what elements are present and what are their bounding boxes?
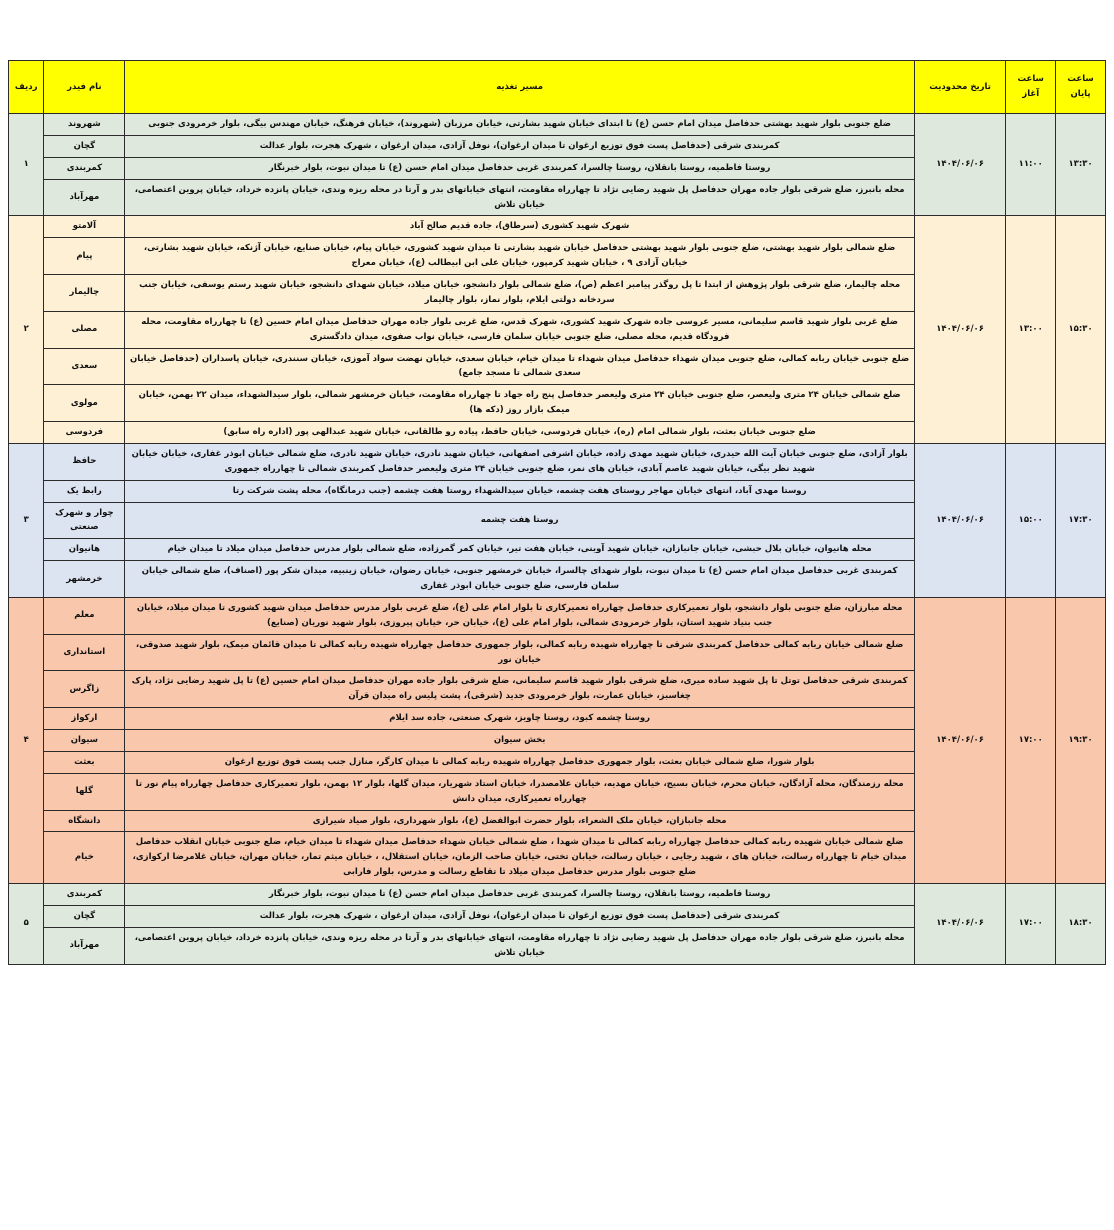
row-number-cell: ۵ xyxy=(9,884,44,965)
route-cell: کمربندی غربی حدفاصل میدان امام حسن (ع) تا میدان نبوت، بلوار شهدای چالسرا، خیابان خرمشهر جنوبی، خیابان رضوان، خیابان زینبیه، میدان شکر پور (اصناف)، ضلع شمالی خیابان سلمان فارسی، ضلع جنوبی خیابان ابوذر غفاری xyxy=(125,561,915,598)
feeder-name-cell: چالیمار xyxy=(44,275,125,312)
feeder-name-cell: کمربندی xyxy=(44,157,125,179)
feeder-name-cell: گچان xyxy=(44,905,125,927)
route-cell: ضلع جنوبی خیابان ربابه کمالی، ضلع جنوبی میدان شهداء حدفاصل میدان شهداء تا میدان خیام، خیابان سعدی، خیابان نهضت سواد آموزی، خیابان سنندری، خیابان پاسداران (حدفاصل خیابان سعدی شمالی تا مسجد جامع) xyxy=(125,348,915,385)
feeder-name-cell: فردوسی xyxy=(44,422,125,444)
route-cell: ضلع شمالی بلوار شهید بهشتی، ضلع جنوبی بلوار شهید بهشتی حدفاصل خیابان شهید بشارتی تا میدان شهید کشوری، خیابان پیام، خیابان صنایع، خیابان آژنکه، خیابان شهید بشارتی، خیابان آزادی ۹ ، خیابان شهید کرمپور، خیابان علی ابن ابیطالب (ع)، خیابان معراج xyxy=(125,238,915,275)
feeder-name-cell: گچان xyxy=(44,135,125,157)
column-header-date: تاریخ محدودیت xyxy=(914,61,1005,114)
feeder-name-cell: بعثت xyxy=(44,751,125,773)
feeder-name-cell: شهروند xyxy=(44,114,125,136)
restriction-date-cell: ۱۴۰۴/۰۶/۰۶ xyxy=(914,114,1005,216)
row-number-cell: ۲ xyxy=(9,216,44,444)
row-number-cell: ۴ xyxy=(9,597,44,883)
row-number-cell: ۳ xyxy=(9,443,44,597)
feeder-name-cell: ارکواز xyxy=(44,708,125,730)
table-row xyxy=(9,216,1106,238)
route-cell: ضلع جنوبی بلوار شهید بهشتی حدفاصل میدان امام حسن (ع) تا ابتدای خیابان شهید بشارتی، خیابان مرزبان (شهروند)، خیابان فرهنگ، خیابان مهندس بیگی، بلوار خرمرودی جنوبی xyxy=(125,114,915,136)
route-cell: ضلع شمالی خیابان ۲۴ متری ولیعصر، ضلع جنوبی خیابان ۲۴ متری ولیعصر حدفاصل پنج راه جهاد تا چهارراه مقاومت، خیابان خرمشهر شمالی، بلوار سیدالشهداء، میدان ۲۲ بهمن، خیابان میمک بازار روز (دکه ها) xyxy=(125,385,915,422)
feeder-name-cell: معلم xyxy=(44,597,125,634)
route-cell: بلوار شورا، ضلع شمالی خیابان بعثت، بلوار جمهوری حدفاصل چهارراه شهیده ربابه کمالی تا میدان کارگر، منازل جنب پست فوق توزیع ارغوان xyxy=(125,751,915,773)
column-header-feeder: نام فیدر xyxy=(44,61,125,114)
feeder-name-cell: پیام xyxy=(44,238,125,275)
feeder-name-cell: آلامتو xyxy=(44,216,125,238)
table-row xyxy=(9,597,1106,634)
route-cell: ضلع غربی بلوار شهید قاسم سلیمانی، مسیر عروسی جاده شهرک شهید کشوری، شهرک قدس، ضلع غربی بلوار جاده مهران حدفاصل میدان امام حسین (ع) تا چهارراه مقاومت، محله فرودگاه قدیم، محله مصلی، ضلع جنوبی خیابان سلمان فارسی، خیابان نواب صفوی، میدان دادگستری xyxy=(125,311,915,348)
route-cell: کمربندی شرقی حدفاصل توتل تا پل شهید ساده میری، ضلع شرقی بلوار شهید قاسم سلیمانی، ضلع شرقی بلوار جاده مهران حدفاصل میدان امام حسین (ع) تا پل شهید رضایی نژاد، پارک چغاسبز، خیابان عمارت، بلوار خرمرودی جدید (شرقی)، پشت پلیس راه میدان قرآن xyxy=(125,671,915,708)
table-row xyxy=(9,884,1106,906)
route-cell: بخش سیوان xyxy=(125,730,915,752)
end-time-label-line2: پایان xyxy=(1070,89,1091,99)
end-time-cell: ۱۹:۳۰ xyxy=(1056,597,1106,883)
table-body xyxy=(9,114,1106,965)
feeder-name-cell: سعدی xyxy=(44,348,125,385)
column-header-radif: ردیف xyxy=(9,61,44,114)
start-time-label-line1: ساعت xyxy=(1017,74,1044,85)
route-cell: روستا فاطمیه، روستا بانقلان، روستا چالسرا، کمربندی غربی حدفاصل میدان امام حسن (ع) تا میدان نبوت، بلوار خبرنگار xyxy=(125,884,915,906)
end-time-cell: ۱۳:۳۰ xyxy=(1056,114,1106,216)
feeder-name-cell: سیوان xyxy=(44,730,125,752)
end-time-cell: ۱۵:۳۰ xyxy=(1056,216,1106,444)
restriction-date-cell: ۱۴۰۴/۰۶/۰۶ xyxy=(914,597,1005,883)
route-cell: روستا هفت چشمه xyxy=(125,502,915,539)
feeder-name-cell: خیام xyxy=(44,832,125,884)
feeder-name-cell: چوار و شهرک صنعتی xyxy=(44,502,125,539)
route-cell: محله بانبرز، ضلع شرقی بلوار جاده مهران حدفاصل پل شهید رضایی نژاد تا چهارراه مقاومت، انتهای خیاباتهای بدر و آرتا در محله ریزه وندی، خیابان پانزده خرداد، خیابان پروین اعتصامی، خیابان تلاش xyxy=(125,927,915,964)
start-time-cell: ۱۷:۰۰ xyxy=(1006,884,1056,965)
feeder-name-cell: مهرآباد xyxy=(44,927,125,964)
feeder-name-cell: خرمشهر xyxy=(44,561,125,598)
route-cell: محله هانیوان، خیابان بلال حبشی، خیابان جانبازان، خیابان شهید آوینی، خیابان هفت تیر، خیابان کمر گمرزاده، ضلع شمالی بلوار مدرس حدفاصل میدان میلاد تا میدان خیام xyxy=(125,539,915,561)
start-time-cell: ۱۱:۰۰ xyxy=(1006,114,1056,216)
route-cell: روستا مهدی آباد، انتهای خیابان مهاجر روستای هفت چشمه، خیابان سیدالشهداء روستا هفت چشمه (جنب درمانگاه)، محله پشت شرکت رتا xyxy=(125,480,915,502)
route-cell: کمربندی شرقی (حدفاصل پست فوق توزیع ارغوان تا میدان ارغوان)، نوفل آزادی، میدان ارغوان ، شهرک هجرت، بلوار عدالت xyxy=(125,905,915,927)
feeder-name-cell: هانیوان xyxy=(44,539,125,561)
outage-schedule-table xyxy=(8,60,1106,965)
route-cell: روستا فاطمیه، روستا بانقلان، روستا چالسرا، کمربندی غربی حدفاصل میدان امام حسن (ع) تا میدان نبوت، بلوار خبرنگار xyxy=(125,157,915,179)
route-cell: ضلع شمالی خیابان شهیده ربابه کمالی حدفاصل چهارراه ربابه کمالی تا میدان شهدا ، ضلع شمالی خیابان شهداء حدفاصل میدان شهداء تا میدان خیام، ضلع جنوبی خیابان انقلاب حدفاصل میدان خیام تا چهارراه رسالت، خیابان های ، شهید رجایی ، خیابان رسالت، خیابان تختی، خیابان صاحب الزمان، خیابان استقلال، ، خیابان میثم تمار، خیابان مهران، خیابان غلامرضا ارکوازی، ضلع جنوبی بلوار مدرس حدفاصل میدان میلاد تا تقاطع رسالت و مدرس، بلوار فارابی xyxy=(125,832,915,884)
route-cell: شهرک شهید کشوری (سرطاق)، جاده قدیم صالح آباد xyxy=(125,216,915,238)
column-header-route: مسیر تغذیه xyxy=(125,61,915,114)
feeder-name-cell: مصلی xyxy=(44,311,125,348)
route-cell: محله مبارزان، ضلع جنوبی بلوار دانشجو، بلوار تعمیرکاری حدفاصل چهارراه تعمیرکاری تا بلوار امام علی (ع)، ضلع غربی بلوار مدرس حدفاصل میدان شهید کشوری تا میدان میلاد، خیابان جنب بنیاد شهید استان، بلوار خرمرودی شمالی، بلوار امام علی (ع)، خیابان حر، خیابان پیروزی، بلوار شهید نوریان (صنایع) xyxy=(125,597,915,634)
route-cell: ضلع جنوبی خیابان بعثت، بلوار شمالی امام (ره)، خیابان فردوسی، خیابان حافظ، پیاده رو طالقانی، خیابان شهید عبدالهی پور (اداره راه سابق) xyxy=(125,422,915,444)
route-cell: کمربندی شرقی (حدفاصل پست فوق توزیع ارغوان تا میدان ارغوان)، نوفل آزادی، میدان ارغوان ، شهرک هجرت، بلوار عدالت xyxy=(125,135,915,157)
route-cell: ضلع شمالی خیابان ربابه کمالی حدفاصل کمربندی شرقی تا چهارراه شهیده ربابه کمالی، بلوار جمهوری حدفاصل چهارراه شهیده ربابه کمالی تا میدان قائمان میمک، بلوار شهید صدوقی، خیابان نور xyxy=(125,634,915,671)
table-row xyxy=(9,443,1106,480)
header-row xyxy=(9,61,1106,114)
table-row xyxy=(9,114,1106,136)
feeder-name-cell: گلها xyxy=(44,773,125,810)
route-cell: محله رزمندگان، محله آزادگان، خیابان محرم، خیابان بسیج، خیابان مهدیه، خیابان علامصدرا، خیابان استاد شهریار، میدان گلها، بلوار ۱۲ بهمن، بلوار تعمیرکاری حدفاصل چهارراه پیام نور تا چهارراه تعمیرکاری، میدان دانش xyxy=(125,773,915,810)
table-header xyxy=(9,61,1106,114)
column-header-end-time xyxy=(1056,61,1106,114)
restriction-date-cell: ۱۴۰۴/۰۶/۰۶ xyxy=(914,216,1005,444)
feeder-name-cell: مولوی xyxy=(44,385,125,422)
row-number-cell: ۱ xyxy=(9,114,44,216)
restriction-date-cell: ۱۴۰۴/۰۶/۰۶ xyxy=(914,884,1005,965)
feeder-name-cell: استانداری xyxy=(44,634,125,671)
feeder-name-cell: دانشگاه xyxy=(44,810,125,832)
end-time-cell: ۱۷:۳۰ xyxy=(1056,443,1106,597)
start-time-cell: ۱۳:۰۰ xyxy=(1006,216,1056,444)
start-time-cell: ۱۷:۰۰ xyxy=(1006,597,1056,883)
feeder-name-cell: رابط یک xyxy=(44,480,125,502)
column-header-start-time xyxy=(1006,61,1056,114)
start-time-cell: ۱۵:۰۰ xyxy=(1006,443,1056,597)
start-time-label-line2: آغاز xyxy=(1022,89,1040,99)
end-time-cell: ۱۸:۳۰ xyxy=(1056,884,1106,965)
feeder-name-cell: کمربندی xyxy=(44,884,125,906)
route-cell: بلوار آزادی، ضلع جنوبی خیابان آیت الله حیدری، خیابان شهید مهدی زاده، خیابان اشرفی اصفهانی، خیابان شهید نادری، خیابان شهید نادری، ضلع شمالی خیابان ابوذر غفاری، خیابان خیابان شهید نظر بیگی، خیابان شهید عاصم آبادی، خیابان های نمر، ضلع جنوبی خیابان ۲۴ متری ولیعصر حدفاصل کمربندی شمالی تا چهارراه جمهوری xyxy=(125,443,915,480)
feeder-name-cell: حافظ xyxy=(44,443,125,480)
route-cell: محله بانبرز، ضلع شرقی بلوار جاده مهران حدفاصل پل شهید رضایی نژاد تا چهارراه مقاومت، انتهای خیاباتهای بدر و آرتا در محله ریزه وندی، خیابان پانزده خرداد، خیابان پروین اعتصامی، خیابان تلاش xyxy=(125,179,915,216)
feeder-name-cell: زاگرس xyxy=(44,671,125,708)
feeder-name-cell: مهرآباد xyxy=(44,179,125,216)
route-cell: محله چالیمار، ضلع شرقی بلوار پژوهش از ابتدا تا پل روگذر پیامبر اعظم (ص)، ضلع شمالی بلوار دانشجو، خیابان میلاد، خیابان شهدای دانشجو، خیابان شهید رستم یوسفی، خیابان جنب سردخانه دولتی ایلام، بلوار نماز، بلوار چالیمار xyxy=(125,275,915,312)
end-time-label-line1: ساعت xyxy=(1067,74,1094,85)
route-cell: روستا چشمه کبود، روستا چاویز، شهرک صنعتی، جاده سد ایلام xyxy=(125,708,915,730)
restriction-date-cell: ۱۴۰۴/۰۶/۰۶ xyxy=(914,443,1005,597)
route-cell: محله جانبازان، خیابان ملک الشعراء، بلوار حضرت ابوالفضل (ع)، بلوار شهرداری، بلوار صیاد شیرازی xyxy=(125,810,915,832)
